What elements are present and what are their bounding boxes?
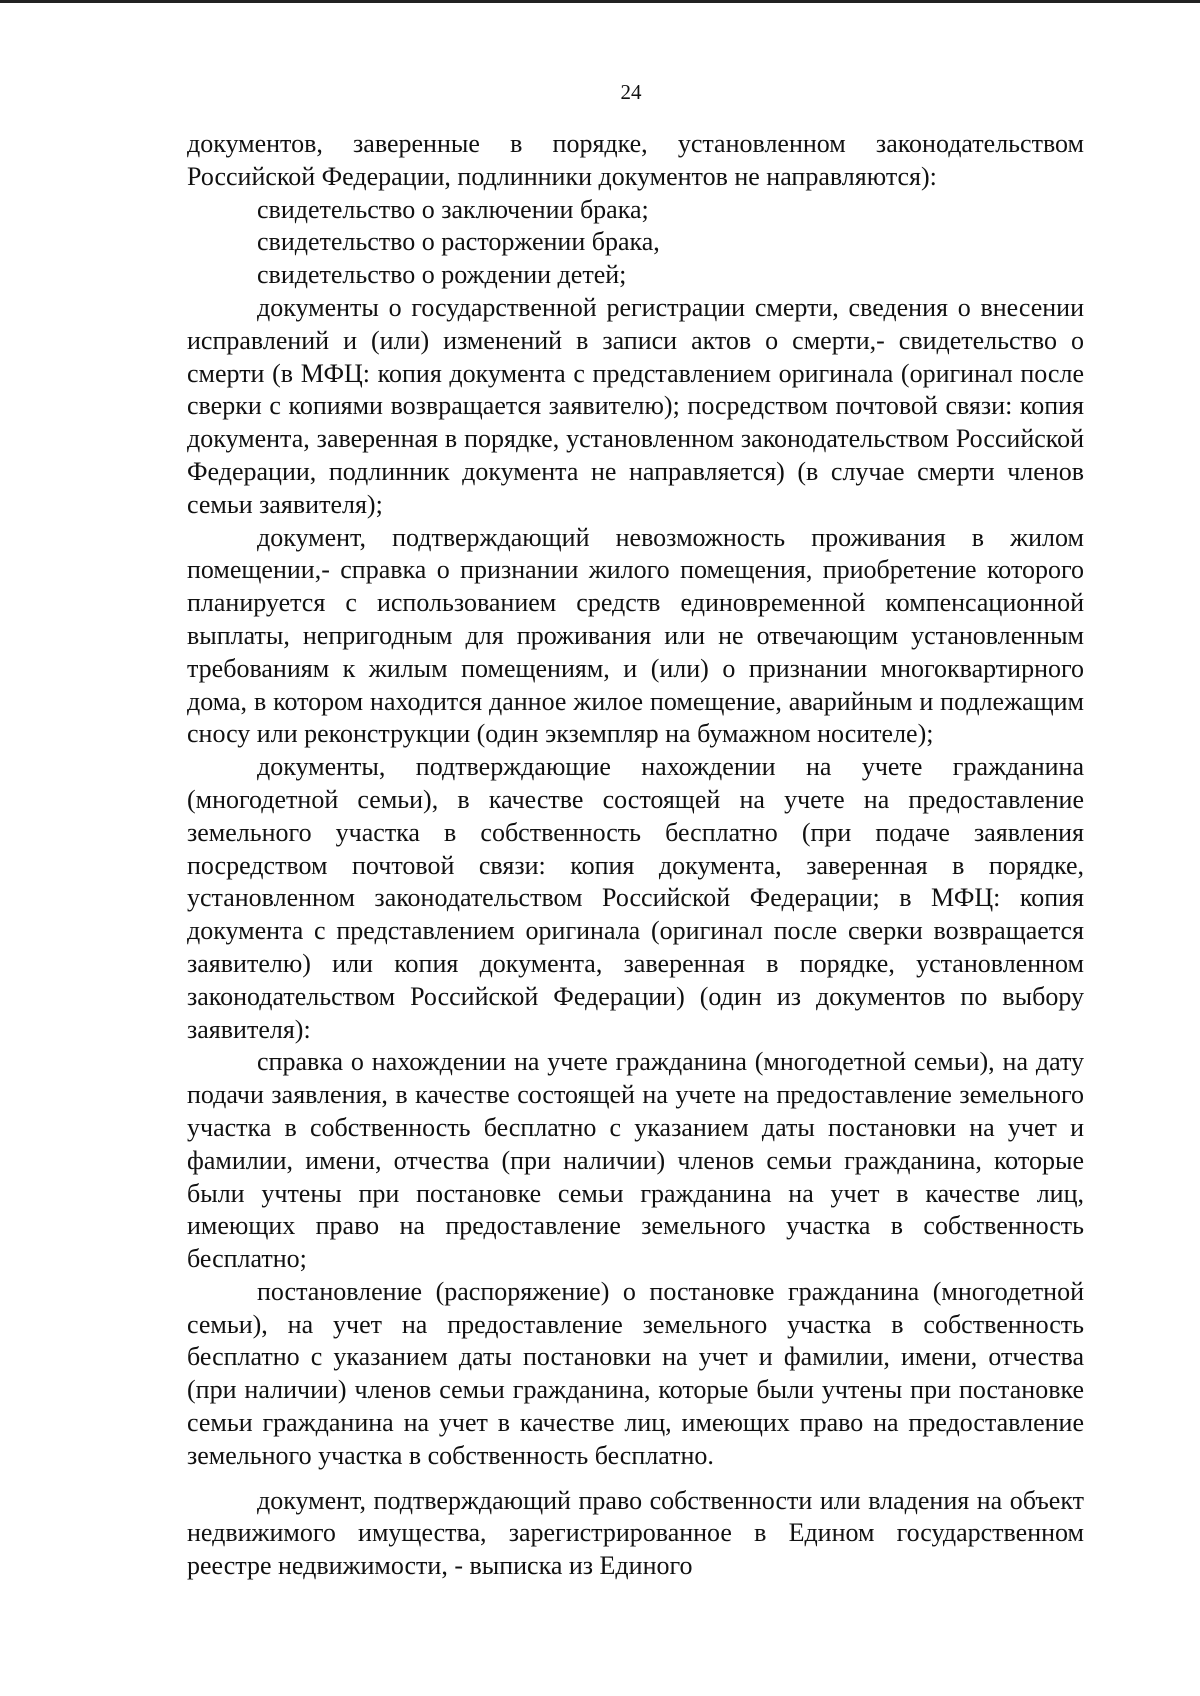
document-body xyxy=(187,128,1084,1583)
paragraph-1: документов, заверенные в порядке, установленном законодательством Российской Федерации, подлинники документов не направляются): xyxy=(187,129,1084,191)
paragraph-6: документ, подтверждающий невозможность проживания в жилом помещении,- справка о признании жилого помещения, приобретение которого планируется с использованием средств единовременной компенсационной выплаты, непригодным для проживания или не отвечающим установленным требованиям к жилым помещениям, и (или) о признании многоквартирного дома, в котором находится данное жилое помещение, аварийным и подлежащим сносу или реконструкции (один экземпляр на бумажном носителе); xyxy=(187,522,1084,749)
paragraph-9: постановление (распоряжение) о постановке гражданина (многодетной семьи), на учет на предоставление земельного участка в собственность бесплатно с указанием даты постановки на учет и фамилии, имени, отчества (при наличии) членов семьи гражданина, которые были учтены при постановке семьи гражданина на учет в качестве лиц, имеющих право на предоставление земельного участка в собственность бесплатно. xyxy=(187,1276,1084,1470)
paragraph-7: документы, подтверждающие нахождении на учете гражданина (многодетной семьи), в качестве состоящей на учете на предоставление земельного участка в собственность бесплатно (при подаче заявления посредством почтовой связи: копия документа, заверенная в порядке, установленном законодательством Российской Федерации; в МФЦ: копия документа с представлением оригинала (оригинал после сверки возвращается заявителю) или копия документа, заверенная в порядке, установленном законодательством Российской Федерации) (один из документов по выбору заявителя): xyxy=(187,752,1084,1044)
paragraph-4: свидетельство о рождении детей; xyxy=(257,260,627,290)
paragraph-3: свидетельство о расторжении брака, xyxy=(257,227,660,257)
paragraph-2: свидетельство о заключении брака; xyxy=(257,194,649,224)
paragraph-10: документ, подтверждающий право собственности или владения на объект недвижимого имущества, зарегистрированное в Едином государственном реестре недвижимости, - выписка из Единого xyxy=(187,1485,1084,1581)
paragraph-8: справка о нахождении на учете гражданина (многодетной семьи), на дату подачи заявления, в качестве состоящей на учете на предоставление земельного участка в собственность бесплатно с указанием даты постановки на учет и фамилии, имени, отчества (при наличии) членов семьи гражданина, которые были учтены при постановке семьи гражданина на учет в качестве лиц, имеющих право на предоставление земельного участка в собственность бесплатно; xyxy=(187,1047,1084,1274)
scan-top-edge-line xyxy=(0,0,1200,3)
paragraph-5: документы о государственной регистрации смерти, сведения о внесении исправлений и (или) изменений в записи актов о смерти,- свидетельство о смерти (в МФЦ: копия документа с представлением оригинала (оригинал после сверки с копиями возвращается заявителю); посредством почтовой связи: копия документа, заверенная в порядке, установленном законодательством Российской Федерации, подлинник документа не направляется) (в случае смерти членов семьи заявителя); xyxy=(187,292,1084,519)
page-number: 24 xyxy=(620,80,642,104)
